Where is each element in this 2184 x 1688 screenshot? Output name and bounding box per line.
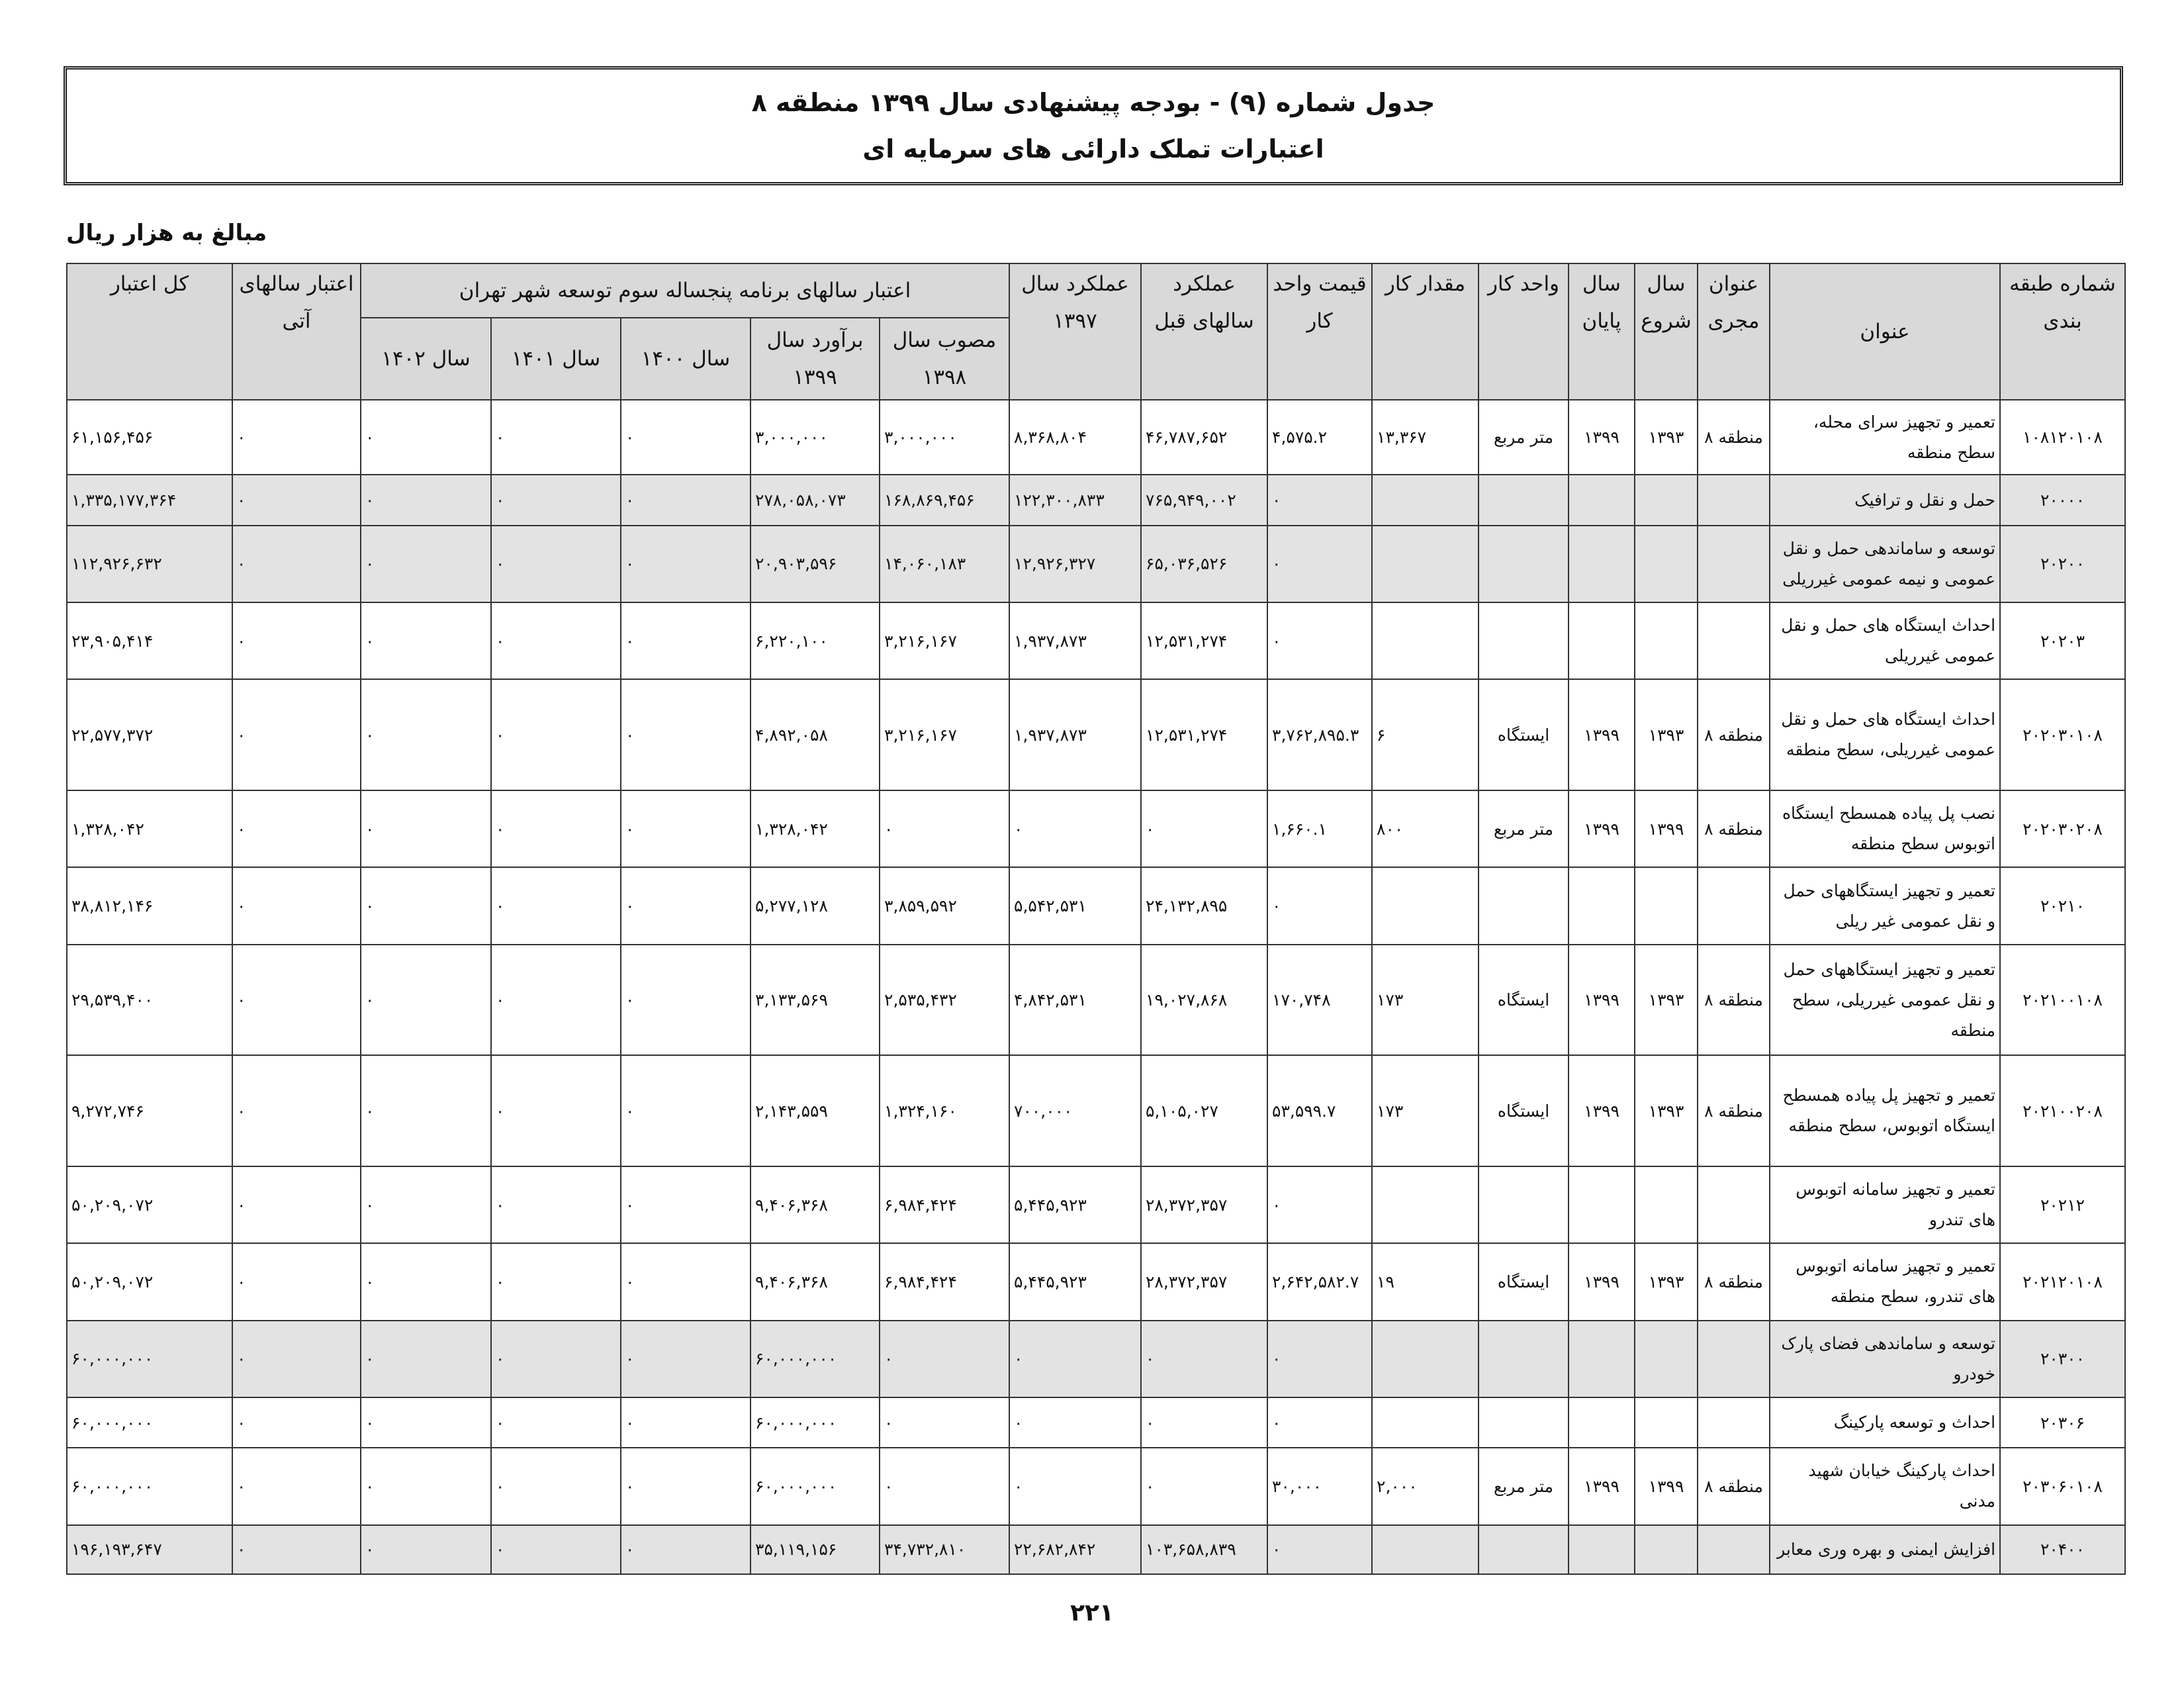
- cell-year-1400: ۰: [621, 526, 751, 602]
- cell-year-1400: ۰: [621, 790, 751, 867]
- cell-estimate-1399: ۳۵,۱۱۹,۱۵۶: [751, 1525, 880, 1574]
- cell-year-1400: ۰: [621, 1243, 751, 1320]
- cell-estimate-1399: ۹,۴۰۶,۳۶۸: [751, 1166, 880, 1243]
- cell-title: تعمیر و تجهیز سرای محله، سطح منطقه: [1770, 400, 2000, 475]
- cell-total: ۵۰,۲۰۹,۰۷۲: [67, 1243, 232, 1320]
- cell-estimate-1399: ۴,۸۹۲,۰۵۸: [751, 679, 880, 790]
- cell-perf-1397: ۵,۵۴۲,۵۳۱: [1009, 867, 1141, 944]
- cell-year-1401: ۰: [491, 1243, 621, 1320]
- cell-unit: متر مربع: [1479, 400, 1569, 475]
- cell-year-1401: ۰: [491, 602, 621, 679]
- cell-executor: [1698, 475, 1770, 525]
- cell-executor: منطقه ۸: [1698, 1055, 1770, 1166]
- cell-prev-years: ۰: [1141, 1448, 1267, 1524]
- cell-perf-1397: ۵,۴۴۵,۹۲۳: [1009, 1243, 1141, 1320]
- cell-unit: ایستگاه: [1479, 679, 1569, 790]
- cell-estimate-1399: ۳,۱۳۳,۵۶۹: [751, 945, 880, 1056]
- cell-year-1401: ۰: [491, 945, 621, 1056]
- cell-approved-1398: ۱۴,۰۶۰,۱۸۳: [880, 526, 1009, 602]
- cell-perf-1397: ۰: [1009, 1448, 1141, 1524]
- cell-unit-price: ۳۰,۰۰۰: [1267, 1448, 1372, 1524]
- header-title: عنوان: [1770, 263, 2000, 400]
- cell-end-year: [1569, 867, 1635, 944]
- cell-end-year: ۱۳۹۹: [1569, 945, 1635, 1056]
- cell-unit-price: ۱۷۰,۷۴۸: [1267, 945, 1372, 1056]
- cell-year-1402: ۰: [361, 1166, 491, 1243]
- document-title: جدول شماره (۹) - بودجه پیشنهادی سال ۱۳۹۹ منطقه ۸: [751, 88, 1435, 117]
- cell-start-year: [1635, 602, 1698, 679]
- cell-quantity: [1372, 1321, 1479, 1397]
- cell-year-1400: ۰: [621, 1055, 751, 1166]
- cell-executor: [1698, 1397, 1770, 1448]
- cell-approved-1398: ۱۶۸,۸۶۹,۴۵۶: [880, 475, 1009, 525]
- cell-code: ۲۰۲۰۳۰۱۰۸: [2000, 679, 2125, 790]
- header-future-years: اعتبار سالهای آتی: [232, 263, 361, 400]
- cell-perf-1397: ۴,۸۴۲,۵۳۱: [1009, 945, 1141, 1056]
- cell-title: احداث و توسعه پارکینگ: [1770, 1397, 2000, 1448]
- cell-estimate-1399: ۲۷۸,۰۵۸,۰۷۳: [751, 475, 880, 525]
- cell-code: ۲۰۲۱۲۰۱۰۸: [2000, 1243, 2125, 1320]
- cell-unit-price: ۰: [1267, 867, 1372, 944]
- cell-future: ۰: [232, 602, 361, 679]
- table-row: [67, 602, 2125, 679]
- cell-year-1402: ۰: [361, 526, 491, 602]
- header-unit-price: قیمت واحد کار: [1267, 263, 1372, 400]
- cell-estimate-1399: ۹,۴۰۶,۳۶۸: [751, 1243, 880, 1320]
- cell-unit: ایستگاه: [1479, 1055, 1569, 1166]
- cell-perf-1397: ۱۲,۹۲۶,۳۲۷: [1009, 526, 1141, 602]
- cell-estimate-1399: ۱,۳۲۸,۰۴۲: [751, 790, 880, 867]
- header-year-1402: سال ۱۴۰۲: [361, 318, 491, 400]
- cell-quantity: ۸۰۰: [1372, 790, 1479, 867]
- cell-future: ۰: [232, 1448, 361, 1524]
- cell-future: ۰: [232, 1166, 361, 1243]
- cell-unit: [1479, 475, 1569, 525]
- header-program-group: اعتبار سالهای برنامه پنجساله سوم توسعه شهر تهران: [361, 263, 1009, 318]
- cell-end-year: ۱۳۹۹: [1569, 400, 1635, 475]
- table-row: [67, 1166, 2125, 1243]
- cell-start-year: ۱۳۹۹: [1635, 790, 1698, 867]
- cell-quantity: ۱۷۳: [1372, 1055, 1479, 1166]
- cell-total: ۱۹۶,۱۹۳,۶۴۷: [67, 1525, 232, 1574]
- cell-end-year: [1569, 526, 1635, 602]
- cell-unit: متر مربع: [1479, 1448, 1569, 1524]
- cell-approved-1398: ۳,۲۱۶,۱۶۷: [880, 679, 1009, 790]
- cell-year-1401: ۰: [491, 1321, 621, 1397]
- cell-estimate-1399: ۳,۰۰۰,۰۰۰: [751, 400, 880, 475]
- cell-quantity: [1372, 1525, 1479, 1574]
- cell-quantity: [1372, 602, 1479, 679]
- header-prev-years-performance: عملکرد سالهای قبل: [1141, 263, 1267, 400]
- cell-future: ۰: [232, 867, 361, 944]
- cell-perf-1397: ۱۲۲,۳۰۰,۸۳۳: [1009, 475, 1141, 525]
- cell-executor: [1698, 1321, 1770, 1397]
- cell-future: ۰: [232, 526, 361, 602]
- cell-perf-1397: ۷۰۰,۰۰۰: [1009, 1055, 1141, 1166]
- cell-end-year: [1569, 602, 1635, 679]
- cell-approved-1398: ۳۴,۷۳۲,۸۱۰: [880, 1525, 1009, 1574]
- cell-estimate-1399: ۶۰,۰۰۰,۰۰۰: [751, 1321, 880, 1397]
- cell-end-year: ۱۳۹۹: [1569, 1448, 1635, 1524]
- cell-approved-1398: ۲,۵۳۵,۴۳۲: [880, 945, 1009, 1056]
- cell-start-year: [1635, 867, 1698, 944]
- cell-total: ۶۱,۱۵۶,۴۵۶: [67, 400, 232, 475]
- cell-prev-years: ۴۶,۷۸۷,۶۵۲: [1141, 400, 1267, 475]
- cell-prev-years: ۰: [1141, 1397, 1267, 1448]
- table-row: [67, 475, 2125, 525]
- cell-total: ۶۰,۰۰۰,۰۰۰: [67, 1448, 232, 1524]
- cell-unit-price: ۰: [1267, 526, 1372, 602]
- cell-year-1401: ۰: [491, 400, 621, 475]
- cell-unit-price: ۰: [1267, 1397, 1372, 1448]
- cell-year-1400: ۰: [621, 679, 751, 790]
- cell-title: توسعه و ساماندهی فضای پارک خودرو: [1770, 1321, 2000, 1397]
- header-code: شماره طبقه بندی: [2000, 263, 2125, 400]
- cell-estimate-1399: ۲,۱۴۳,۵۵۹: [751, 1055, 880, 1166]
- cell-year-1402: ۰: [361, 1243, 491, 1320]
- cell-end-year: [1569, 1166, 1635, 1243]
- cell-start-year: [1635, 1166, 1698, 1243]
- header-estimate-1399: برآورد سال ۱۳۹۹: [751, 318, 880, 400]
- cell-prev-years: ۲۴,۱۳۲,۸۹۵: [1141, 867, 1267, 944]
- cell-title: حمل و نقل و ترافیک: [1770, 475, 2000, 525]
- cell-year-1401: ۰: [491, 1055, 621, 1166]
- cell-title: افزایش ایمنی و بهره وری معابر: [1770, 1525, 2000, 1574]
- cell-year-1401: ۰: [491, 526, 621, 602]
- cell-executor: منطقه ۸: [1698, 790, 1770, 867]
- table-row: [67, 679, 2125, 790]
- cell-quantity: ۱۹: [1372, 1243, 1479, 1320]
- cell-total: ۲۹,۵۳۹,۴۰۰: [67, 945, 232, 1056]
- cell-start-year: ۱۳۹۳: [1635, 1243, 1698, 1320]
- cell-year-1402: ۰: [361, 400, 491, 475]
- cell-code: ۲۰۲۰۳: [2000, 602, 2125, 679]
- budget-table: [66, 263, 2126, 1575]
- cell-unit-price: ۰: [1267, 1525, 1372, 1574]
- cell-perf-1397: ۵,۴۴۵,۹۲۳: [1009, 1166, 1141, 1243]
- cell-year-1400: ۰: [621, 400, 751, 475]
- table-row: [67, 790, 2125, 867]
- cell-future: ۰: [232, 790, 361, 867]
- cell-approved-1398: ۳,۰۰۰,۰۰۰: [880, 400, 1009, 475]
- cell-total: ۲۳,۹۰۵,۴۱۴: [67, 602, 232, 679]
- cell-perf-1397: ۱,۹۳۷,۸۷۳: [1009, 602, 1141, 679]
- cell-start-year: [1635, 1321, 1698, 1397]
- cell-end-year: ۱۳۹۹: [1569, 1243, 1635, 1320]
- cell-perf-1397: ۲۲,۶۸۲,۸۴۲: [1009, 1525, 1141, 1574]
- cell-title: تعمیر و تجهیز سامانه اتوبوس های تندرو، سطح منطقه: [1770, 1243, 2000, 1320]
- cell-prev-years: ۶۵,۰۳۶,۵۲۶: [1141, 526, 1267, 602]
- header-total: کل اعتبار: [67, 263, 232, 400]
- table-row: [67, 400, 2125, 475]
- table-row: [67, 1055, 2125, 1166]
- document-subtitle: اعتبارات تملک دارائی های سرمایه ای: [862, 134, 1324, 164]
- header-end-year: سال پایان: [1569, 263, 1635, 400]
- cell-year-1402: ۰: [361, 1448, 491, 1524]
- cell-prev-years: ۱۲,۵۳۱,۲۷۴: [1141, 679, 1267, 790]
- cell-title: احداث ایستگاه های حمل و نقل عمومی غیرریلی: [1770, 602, 2000, 679]
- cell-code: ۲۰۲۱۲: [2000, 1166, 2125, 1243]
- cell-year-1402: ۰: [361, 945, 491, 1056]
- cell-quantity: [1372, 1166, 1479, 1243]
- cell-code: ۲۰۳۰۶۰۱۰۸: [2000, 1448, 2125, 1524]
- cell-prev-years: ۰: [1141, 790, 1267, 867]
- cell-start-year: ۱۳۹۳: [1635, 679, 1698, 790]
- table-row: [67, 1397, 2125, 1448]
- title-box: [64, 66, 2123, 185]
- cell-executor: [1698, 1525, 1770, 1574]
- cell-perf-1397: ۰: [1009, 790, 1141, 867]
- cell-start-year: ۱۳۹۳: [1635, 945, 1698, 1056]
- cell-start-year: [1635, 526, 1698, 602]
- cell-title: احداث پارکینگ خیابان شهید مدنی: [1770, 1448, 2000, 1524]
- cell-year-1401: ۰: [491, 1525, 621, 1574]
- cell-prev-years: ۲۸,۳۷۲,۳۵۷: [1141, 1243, 1267, 1320]
- cell-prev-years: ۲۸,۳۷۲,۳۵۷: [1141, 1166, 1267, 1243]
- cell-unit: [1479, 1166, 1569, 1243]
- cell-quantity: [1372, 1397, 1479, 1448]
- cell-year-1400: ۰: [621, 1448, 751, 1524]
- cell-end-year: [1569, 1525, 1635, 1574]
- cell-approved-1398: ۰: [880, 1397, 1009, 1448]
- cell-year-1400: ۰: [621, 475, 751, 525]
- cell-code: ۲۰۲۰۳۰۲۰۸: [2000, 790, 2125, 867]
- table-row: [67, 1321, 2125, 1397]
- cell-year-1400: ۰: [621, 1166, 751, 1243]
- cell-year-1401: ۰: [491, 475, 621, 525]
- cell-code: ۲۰۰۰۰: [2000, 475, 2125, 525]
- cell-unit-price: ۵۳,۵۹۹.۷: [1267, 1055, 1372, 1166]
- table-row: [67, 867, 2125, 944]
- cell-title: تعمیر و تجهیز ایستگاههای حمل و نقل عمومی غیر ریلی: [1770, 867, 2000, 944]
- cell-approved-1398: ۳,۸۵۹,۵۹۲: [880, 867, 1009, 944]
- cell-unit-price: ۲,۶۴۲,۵۸۲.۷: [1267, 1243, 1372, 1320]
- cell-code: ۱۰۸۱۲۰۱۰۸: [2000, 400, 2125, 475]
- cell-executor: منطقه ۸: [1698, 679, 1770, 790]
- cell-code: ۲۰۲۱۰۰۱۰۸: [2000, 945, 2125, 1056]
- cell-year-1401: ۰: [491, 1166, 621, 1243]
- cell-future: ۰: [232, 475, 361, 525]
- cell-total: ۶۰,۰۰۰,۰۰۰: [67, 1321, 232, 1397]
- cell-quantity: [1372, 526, 1479, 602]
- cell-year-1402: ۰: [361, 602, 491, 679]
- cell-code: ۲۰۲۱۰۰۲۰۸: [2000, 1055, 2125, 1166]
- cell-future: ۰: [232, 1055, 361, 1166]
- cell-perf-1397: ۱,۹۳۷,۸۷۳: [1009, 679, 1141, 790]
- cell-start-year: [1635, 1525, 1698, 1574]
- cell-start-year: [1635, 1397, 1698, 1448]
- cell-approved-1398: ۰: [880, 790, 1009, 867]
- cell-approved-1398: ۰: [880, 1321, 1009, 1397]
- cell-executor: [1698, 526, 1770, 602]
- cell-year-1400: ۰: [621, 867, 751, 944]
- cell-future: ۰: [232, 1397, 361, 1448]
- cell-year-1400: ۰: [621, 1321, 751, 1397]
- cell-unit: ایستگاه: [1479, 1243, 1569, 1320]
- cell-title: تعمیر و تجهیز سامانه اتوبوس های تندرو: [1770, 1166, 2000, 1243]
- cell-end-year: ۱۳۹۹: [1569, 790, 1635, 867]
- table-row: [67, 945, 2125, 1056]
- cell-total: ۱,۳۲۸,۰۴۲: [67, 790, 232, 867]
- cell-estimate-1399: ۵,۲۷۷,۱۲۸: [751, 867, 880, 944]
- cell-unit-price: ۰: [1267, 475, 1372, 525]
- cell-prev-years: ۰: [1141, 1321, 1267, 1397]
- cell-estimate-1399: ۶۰,۰۰۰,۰۰۰: [751, 1448, 880, 1524]
- cell-prev-years: ۷۶۵,۹۴۹,۰۰۲: [1141, 475, 1267, 525]
- cell-title: احداث ایستگاه های حمل و نقل عمومی غیرریلی، سطح منطقه: [1770, 679, 2000, 790]
- cell-prev-years: ۱۲,۵۳۱,۲۷۴: [1141, 602, 1267, 679]
- header-quantity: مقدار کار: [1372, 263, 1479, 400]
- cell-total: ۹,۲۷۲,۷۴۶: [67, 1055, 232, 1166]
- cell-perf-1397: ۰: [1009, 1397, 1141, 1448]
- table-row: [67, 1243, 2125, 1320]
- header-performance-1397: عملکرد سال ۱۳۹۷: [1009, 263, 1141, 400]
- header-start-year: سال شروع: [1635, 263, 1698, 400]
- cell-executor: منطقه ۸: [1698, 1448, 1770, 1524]
- cell-total: ۶۰,۰۰۰,۰۰۰: [67, 1397, 232, 1448]
- cell-unit-price: ۴,۵۷۵.۲: [1267, 400, 1372, 475]
- cell-future: ۰: [232, 400, 361, 475]
- cell-executor: منطقه ۸: [1698, 945, 1770, 1056]
- cell-end-year: [1569, 475, 1635, 525]
- cell-prev-years: ۱۹,۰۲۷,۸۶۸: [1141, 945, 1267, 1056]
- table-row: [67, 1525, 2125, 1574]
- header-unit: واحد کار: [1479, 263, 1569, 400]
- cell-total: ۳۸,۸۱۲,۱۴۶: [67, 867, 232, 944]
- cell-title: توسعه و ساماندهی حمل و نقل عمومی و نیمه عمومی غیرریلی: [1770, 526, 2000, 602]
- header-approved-1398: مصوب سال ۱۳۹۸: [880, 318, 1009, 400]
- cell-approved-1398: ۰: [880, 1448, 1009, 1524]
- cell-estimate-1399: ۶۰,۰۰۰,۰۰۰: [751, 1397, 880, 1448]
- cell-title: تعمیر و تجهیز پل پیاده همسطح ایستگاه اتوبوس، سطح منطقه: [1770, 1055, 2000, 1166]
- cell-prev-years: ۱۰۳,۶۵۸,۸۳۹: [1141, 1525, 1267, 1574]
- cell-unit: ایستگاه: [1479, 945, 1569, 1056]
- cell-future: ۰: [232, 1525, 361, 1574]
- cell-year-1401: ۰: [491, 790, 621, 867]
- cell-total: ۵۰,۲۰۹,۰۷۲: [67, 1166, 232, 1243]
- unit-note: مبالغ به هزار ریال: [66, 220, 267, 246]
- cell-start-year: [1635, 475, 1698, 525]
- cell-title: تعمیر و تجهیز ایستگاههای حمل و نقل عمومی غیرریلی، سطح منطقه: [1770, 945, 2000, 1056]
- cell-start-year: ۱۳۹۹: [1635, 1448, 1698, 1524]
- cell-approved-1398: ۱,۳۲۴,۱۶۰: [880, 1055, 1009, 1166]
- cell-code: ۲۰۳۰۶: [2000, 1397, 2125, 1448]
- cell-year-1400: ۰: [621, 1397, 751, 1448]
- table-row: [67, 1448, 2125, 1524]
- cell-executor: منطقه ۸: [1698, 1243, 1770, 1320]
- cell-quantity: [1372, 475, 1479, 525]
- cell-unit-price: ۰: [1267, 602, 1372, 679]
- cell-executor: منطقه ۸: [1698, 400, 1770, 475]
- cell-year-1400: ۰: [621, 1525, 751, 1574]
- cell-perf-1397: ۸,۳۶۸,۸۰۴: [1009, 400, 1141, 475]
- cell-code: ۲۰۳۰۰: [2000, 1321, 2125, 1397]
- cell-start-year: ۱۳۹۳: [1635, 400, 1698, 475]
- header-year-1401: سال ۱۴۰۱: [491, 318, 621, 400]
- cell-unit: متر مربع: [1479, 790, 1569, 867]
- cell-year-1402: ۰: [361, 1397, 491, 1448]
- cell-quantity: ۲,۰۰۰: [1372, 1448, 1479, 1524]
- cell-unit: [1479, 1397, 1569, 1448]
- cell-future: ۰: [232, 945, 361, 1056]
- cell-future: ۰: [232, 1243, 361, 1320]
- page-number: ۲۲۱: [1070, 1599, 1114, 1626]
- cell-unit-price: ۰: [1267, 1321, 1372, 1397]
- cell-approved-1398: ۳,۲۱۶,۱۶۷: [880, 602, 1009, 679]
- cell-approved-1398: ۶,۹۸۴,۴۲۴: [880, 1243, 1009, 1320]
- cell-year-1402: ۰: [361, 790, 491, 867]
- cell-unit: [1479, 867, 1569, 944]
- cell-year-1402: ۰: [361, 867, 491, 944]
- cell-quantity: [1372, 867, 1479, 944]
- cell-unit: [1479, 1321, 1569, 1397]
- cell-code: ۲۰۲۰۰: [2000, 526, 2125, 602]
- cell-estimate-1399: ۶,۲۲۰,۱۰۰: [751, 602, 880, 679]
- cell-code: ۲۰۴۰۰: [2000, 1525, 2125, 1574]
- cell-executor: [1698, 602, 1770, 679]
- cell-perf-1397: ۰: [1009, 1321, 1141, 1397]
- cell-prev-years: ۵,۱۰۵,۰۲۷: [1141, 1055, 1267, 1166]
- cell-quantity: ۶: [1372, 679, 1479, 790]
- cell-title: نصب پل پیاده همسطح ایستگاه اتوبوس سطح منطقه: [1770, 790, 2000, 867]
- cell-unit: [1479, 526, 1569, 602]
- cell-quantity: ۱۷۳: [1372, 945, 1479, 1056]
- cell-total: ۲۲,۵۷۷,۳۷۲: [67, 679, 232, 790]
- cell-year-1401: ۰: [491, 867, 621, 944]
- cell-end-year: ۱۳۹۹: [1569, 1055, 1635, 1166]
- cell-year-1400: ۰: [621, 945, 751, 1056]
- cell-unit-price: ۱,۶۶۰.۱: [1267, 790, 1372, 867]
- table-row: [67, 526, 2125, 602]
- header-executor: عنوان مجری: [1698, 263, 1770, 400]
- cell-estimate-1399: ۲۰,۹۰۳,۵۹۶: [751, 526, 880, 602]
- cell-year-1400: ۰: [621, 602, 751, 679]
- cell-year-1402: ۰: [361, 1055, 491, 1166]
- cell-unit: [1479, 602, 1569, 679]
- cell-future: ۰: [232, 1321, 361, 1397]
- cell-unit: [1479, 1525, 1569, 1574]
- cell-year-1401: ۰: [491, 679, 621, 790]
- cell-unit-price: ۳,۷۶۲,۸۹۵.۳: [1267, 679, 1372, 790]
- cell-approved-1398: ۶,۹۸۴,۴۲۴: [880, 1166, 1009, 1243]
- cell-year-1401: ۰: [491, 1448, 621, 1524]
- cell-year-1402: ۰: [361, 475, 491, 525]
- cell-executor: [1698, 867, 1770, 944]
- cell-executor: [1698, 1166, 1770, 1243]
- cell-year-1402: ۰: [361, 1525, 491, 1574]
- cell-quantity: ۱۳,۳۶۷: [1372, 400, 1479, 475]
- cell-year-1402: ۰: [361, 679, 491, 790]
- cell-start-year: ۱۳۹۳: [1635, 1055, 1698, 1166]
- cell-year-1401: ۰: [491, 1397, 621, 1448]
- cell-unit-price: ۰: [1267, 1166, 1372, 1243]
- cell-total: ۱,۳۳۵,۱۷۷,۳۶۴: [67, 475, 232, 525]
- cell-future: ۰: [232, 679, 361, 790]
- cell-end-year: ۱۳۹۹: [1569, 679, 1635, 790]
- cell-code: ۲۰۲۱۰: [2000, 867, 2125, 944]
- cell-end-year: [1569, 1397, 1635, 1448]
- cell-total: ۱۱۲,۹۲۶,۶۳۲: [67, 526, 232, 602]
- cell-year-1402: ۰: [361, 1321, 491, 1397]
- cell-end-year: [1569, 1321, 1635, 1397]
- header-year-1400: سال ۱۴۰۰: [621, 318, 751, 400]
